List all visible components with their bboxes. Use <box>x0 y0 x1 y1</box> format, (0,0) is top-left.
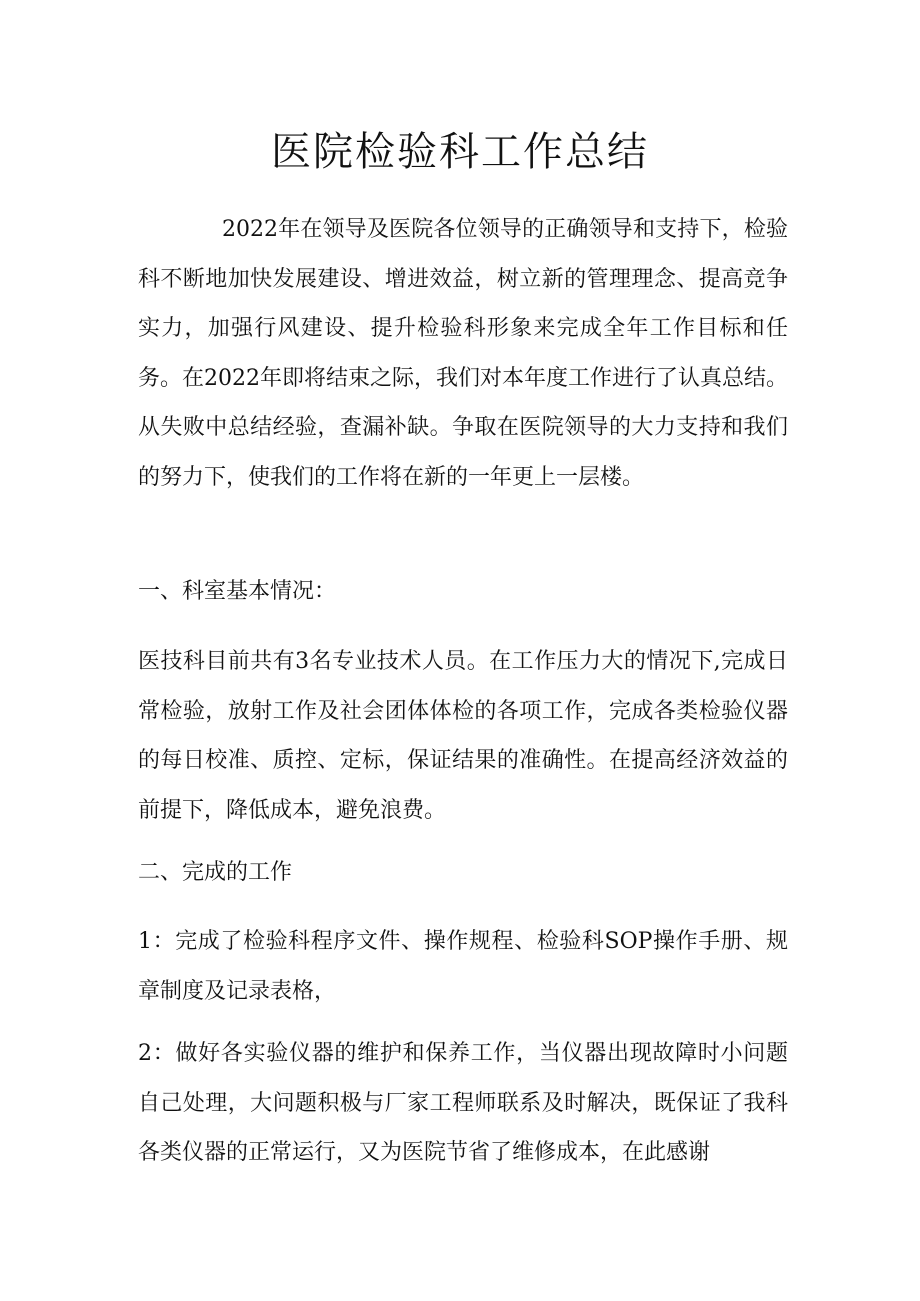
section-heading-completed-work: 二、完成的工作 <box>138 860 293 885</box>
intro-paragraph: 2022年在领导及医院各位领导的正确领导和支持下，检验科不断地加快发展建设、增进效益，树立新的管理理念、提高竞争实力，加强行风建设、提升检验科形象来完成全年工作目标和任务。在2022年即将结束之际，我们对本年度工作进行了认真总结。从失败中总结经验，查漏补缺。争取在医院领导的大力支持和我们的努力下，使我们的工作将在新的一年更上一层楼。 <box>138 217 788 490</box>
section-heading-basic-info: 一、科室基本情况： <box>138 579 337 604</box>
section-body-basic-info: 医技科目前共有3名专业技术人员。在工作压力大的情况下,完成日常检验，放射工作及社会团体体检的各项工作，完成各类检验仪器的每日校准、质控、定标，保证结果的准确性。在提高经济效益的前提下，降低成本，避免浪费。 <box>138 649 788 823</box>
list-item-1: 1：完成了检验科程序文件、操作规程、检验科SOP操作手册、规章制度及记录表格， <box>138 929 788 1004</box>
list-item-2: 2：做好各实验仪器的维护和保养工作，当仪器出现故障时小问题自己处理，大问题积极与厂家工程师联系及时解决，既保证了我科各类仪器的正常运行，又为医院节省了维修成本，在此感谢 <box>138 1041 788 1165</box>
document-title: 医院检验科工作总结 <box>271 129 649 175</box>
